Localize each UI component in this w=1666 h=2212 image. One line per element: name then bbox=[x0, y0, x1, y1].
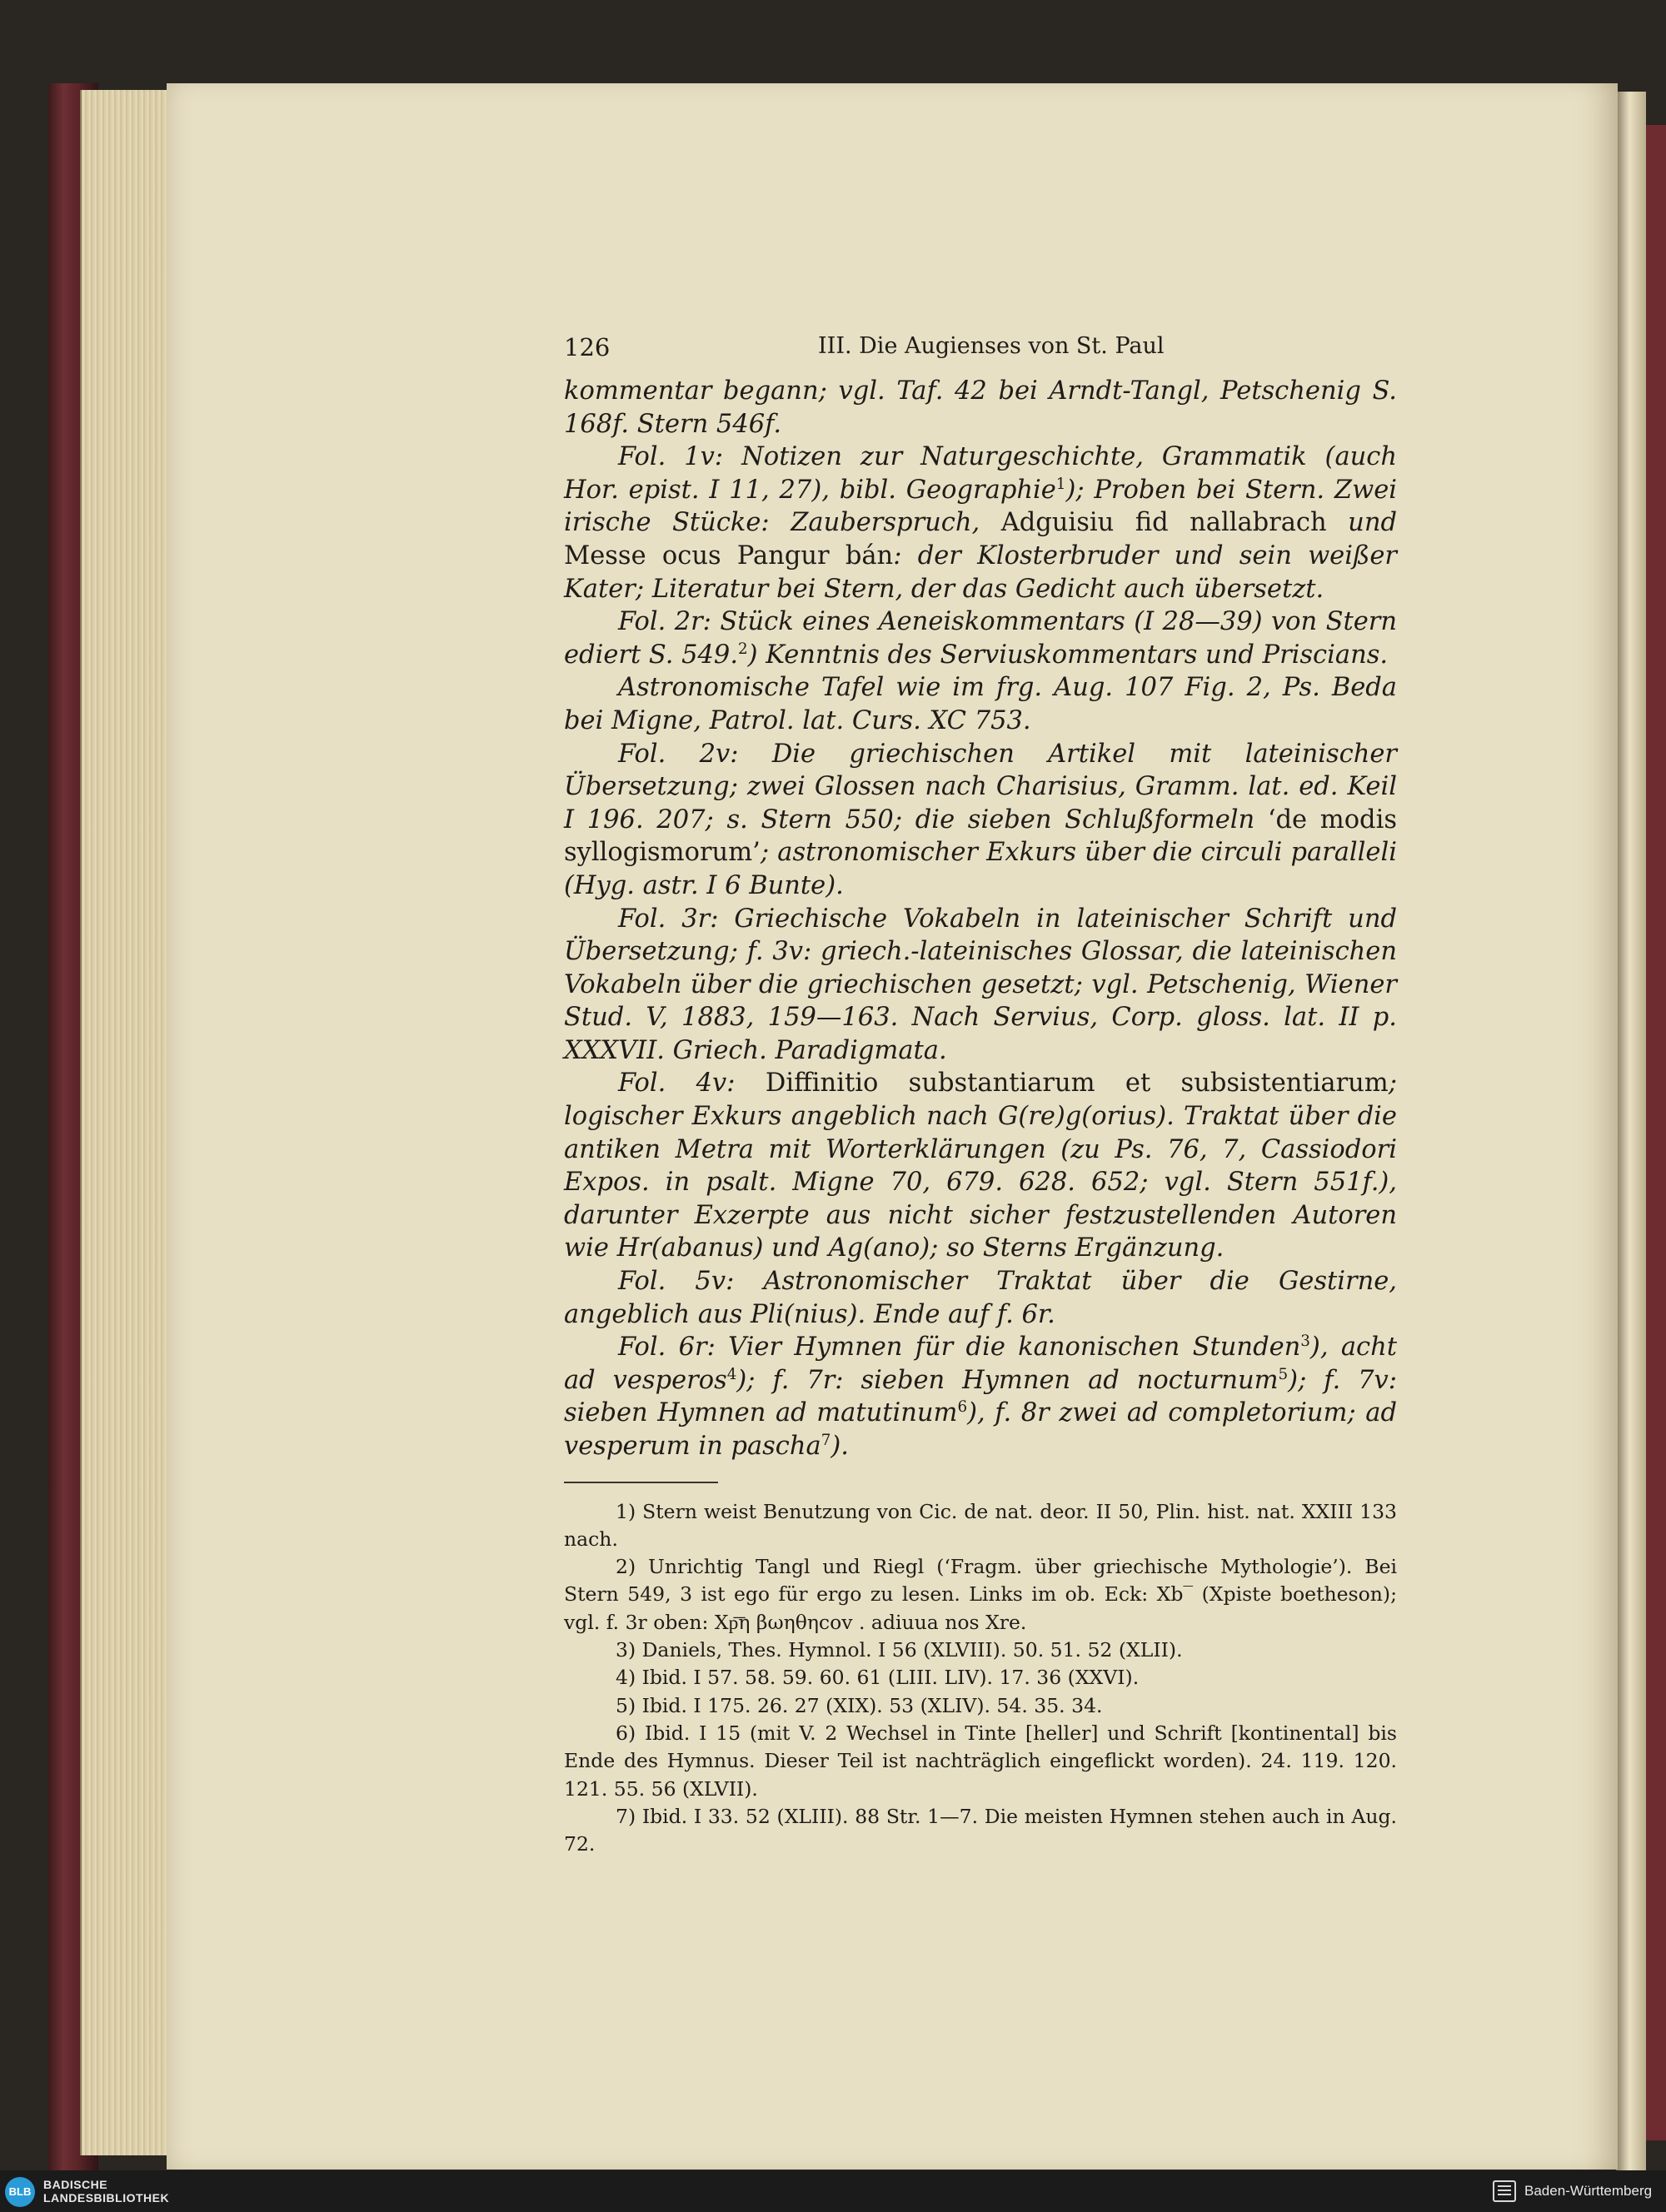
text-block bbox=[564, 333, 1397, 1858]
footnotes bbox=[564, 1498, 1397, 1859]
page-edges bbox=[80, 90, 173, 2155]
paragraph: Fol. 2r: Stück eines Aeneiskommentars (I 28—39) von Stern ediert S. 549.$^2$) Kenntnis des Serviuskommentars und Priscians. bbox=[564, 607, 1397, 670]
footnote-ref: 1 bbox=[1055, 475, 1066, 493]
page-number: 126 bbox=[564, 333, 611, 361]
footnote-divider bbox=[564, 1482, 718, 1483]
main-text bbox=[564, 375, 1397, 1463]
paragraph: Astronomische Tafel wie im frg. Aug. 107 Fig. 2, Ps. Beda bei Migne, Patrol. lat. Curs. XC 753. bbox=[564, 673, 1397, 735]
paragraph: Fol. 4v: Diffinitio substantiarum et subsistentiarum; logischer Exkurs angeblich nach G(re)g(orius). Traktat über die antiken Metra mit Worterklärungen (zu Ps. 76, 7, Cassiodori Expos. in psalt. Migne 70, 679. 628. 652; vgl. Stern 551f.), darunter Exzerpte aus nicht sicher festzustellenden Autoren wie Hr(abanus) und Ag(ano); so Sterns Ergänzung. bbox=[564, 1069, 1398, 1263]
book-gutter bbox=[1616, 92, 1646, 2174]
blb-logo-icon[interactable]: BLB bbox=[5, 2177, 35, 2207]
footnote: 4) Ibid. I 57. 58. 59. 60. 61 (LIII. LIV). 17. 36 (XXVI). bbox=[616, 1666, 1140, 1690]
footnote: 1) Stern weist Benutzung von Cic. de nat. deor. II 50, Plin. hist. nat. XXIII 133 nach. bbox=[564, 1499, 1397, 1551]
footnote: 2) Unrichtig Tangl und Riegl (‘Fragm. über griechische Mythologie’). Bei Stern 549, 3 ist ego für ergo zu lesen. Links im ob. Eck: Xb‾ (Xpiste boetheson); vgl. f. 3r oben: Xp͞η βωηθηcov . adiuua nos Xre. bbox=[564, 1555, 1397, 1634]
state-crest-icon bbox=[1493, 2180, 1516, 2202]
paragraph: Fol. 5v: Astronomischer Traktat über die Gestirne, angeblich aus Pli(nius). Ende auf f. 6r. bbox=[564, 1267, 1397, 1329]
footnote: 5) Ibid. I 175. 26. 27 (XIX). 53 (XLIV). 54. 35. 34. bbox=[616, 1693, 1103, 1717]
footnote-ref: 4 bbox=[726, 1365, 737, 1383]
footnote: 3) Daniels, Thes. Hymnol. I 56 (XLVIII). 50. 51. 52 (XLII). bbox=[616, 1638, 1183, 1662]
footnote-ref: 3 bbox=[1300, 1333, 1310, 1351]
running-head-title: III. Die Augienses von St. Paul bbox=[818, 333, 1165, 359]
footnote-ref: 7 bbox=[821, 1431, 831, 1449]
paragraph: Fol. 2v: Die griechischen Artikel mit lateinischer Übersetzung; zwei Glossen nach Charisius, Gramm. lat. ed. Keil I 196. 207; s. Stern 550; die sieben Schlußformeln ‘de modis syllogismorum’; astronomischer Exkurs über die circuli paralleli (Hyg. astr. I 6 Bunte). bbox=[564, 739, 1397, 900]
footnote-ref: 5 bbox=[1278, 1365, 1289, 1383]
viewer-footer bbox=[0, 2170, 1666, 2212]
state-label[interactable]: Baden-Württemberg bbox=[1524, 2183, 1653, 2199]
paragraph: Fol. 1v: Notizen zur Naturgeschichte, Grammatik (auch Hor. epist. I 11, 27), bibl. Geographie$^1$); Proben bei Stern. Zwei irische Stücke: Zauberspruch, Adguisiu fid nallabrach und Messe ocus Pangur bán: der Klosterbruder und sein weißer Kater; Literatur bei Stern, der das Gedicht auch übersetzt. bbox=[564, 442, 1397, 604]
footnote: 7) Ibid. I 33. 52 (XLIII). 88 Str. 1—7. Die meisten Hymnen stehen auch in Aug. 72. bbox=[564, 1804, 1397, 1856]
opposite-cover-edge bbox=[1646, 125, 1666, 2140]
paragraph: Fol. 3r: Griechische Vokabeln in lateinischer Schrift und Übersetzung; f. 3v: griech.-lateinisches Glossar, die lateinischen Vokabeln über die griechischen gesetzt; vgl. Petschenig, Wiener Stud. V, 1883, 159—163. Nach Servius, Corp. gloss. lat. II p. XXXVII. Griech. Paradigmata. bbox=[564, 904, 1397, 1065]
footnote-ref: 6 bbox=[957, 1398, 968, 1417]
paragraph: kommentar begann; vgl. Taf. 42 bei Arndt-Tangl, Petschenig S. 168f. Stern 546f. bbox=[564, 376, 1397, 439]
paragraph: Fol. 6r: Vier Hymnen für die kanonischen Stunden$^3$), acht ad vesperos$^4$); f. 7r: sieben Hymnen ad nocturnum$^5$); f. 7v: sieben Hymnen ad matutinum$^6$), f. 8r zwei ad completorium; ad vesperum in pascha$^7$). bbox=[564, 1333, 1398, 1461]
running-head bbox=[564, 333, 1397, 375]
footnote: 6) Ibid. I 15 (mit V. 2 Wechsel in Tinte [heller] und Schrift [kontinental] bis Ende des Hymnus. Dieser Teil ist nachträglich eingeflickt worden). 24. 119. 120. 121. 55. 56 (XLVII). bbox=[564, 1721, 1397, 1801]
footnote-ref: 2 bbox=[738, 640, 748, 658]
library-name[interactable]: BADISCHE LANDESBIBLIOTHEK bbox=[43, 2178, 170, 2205]
